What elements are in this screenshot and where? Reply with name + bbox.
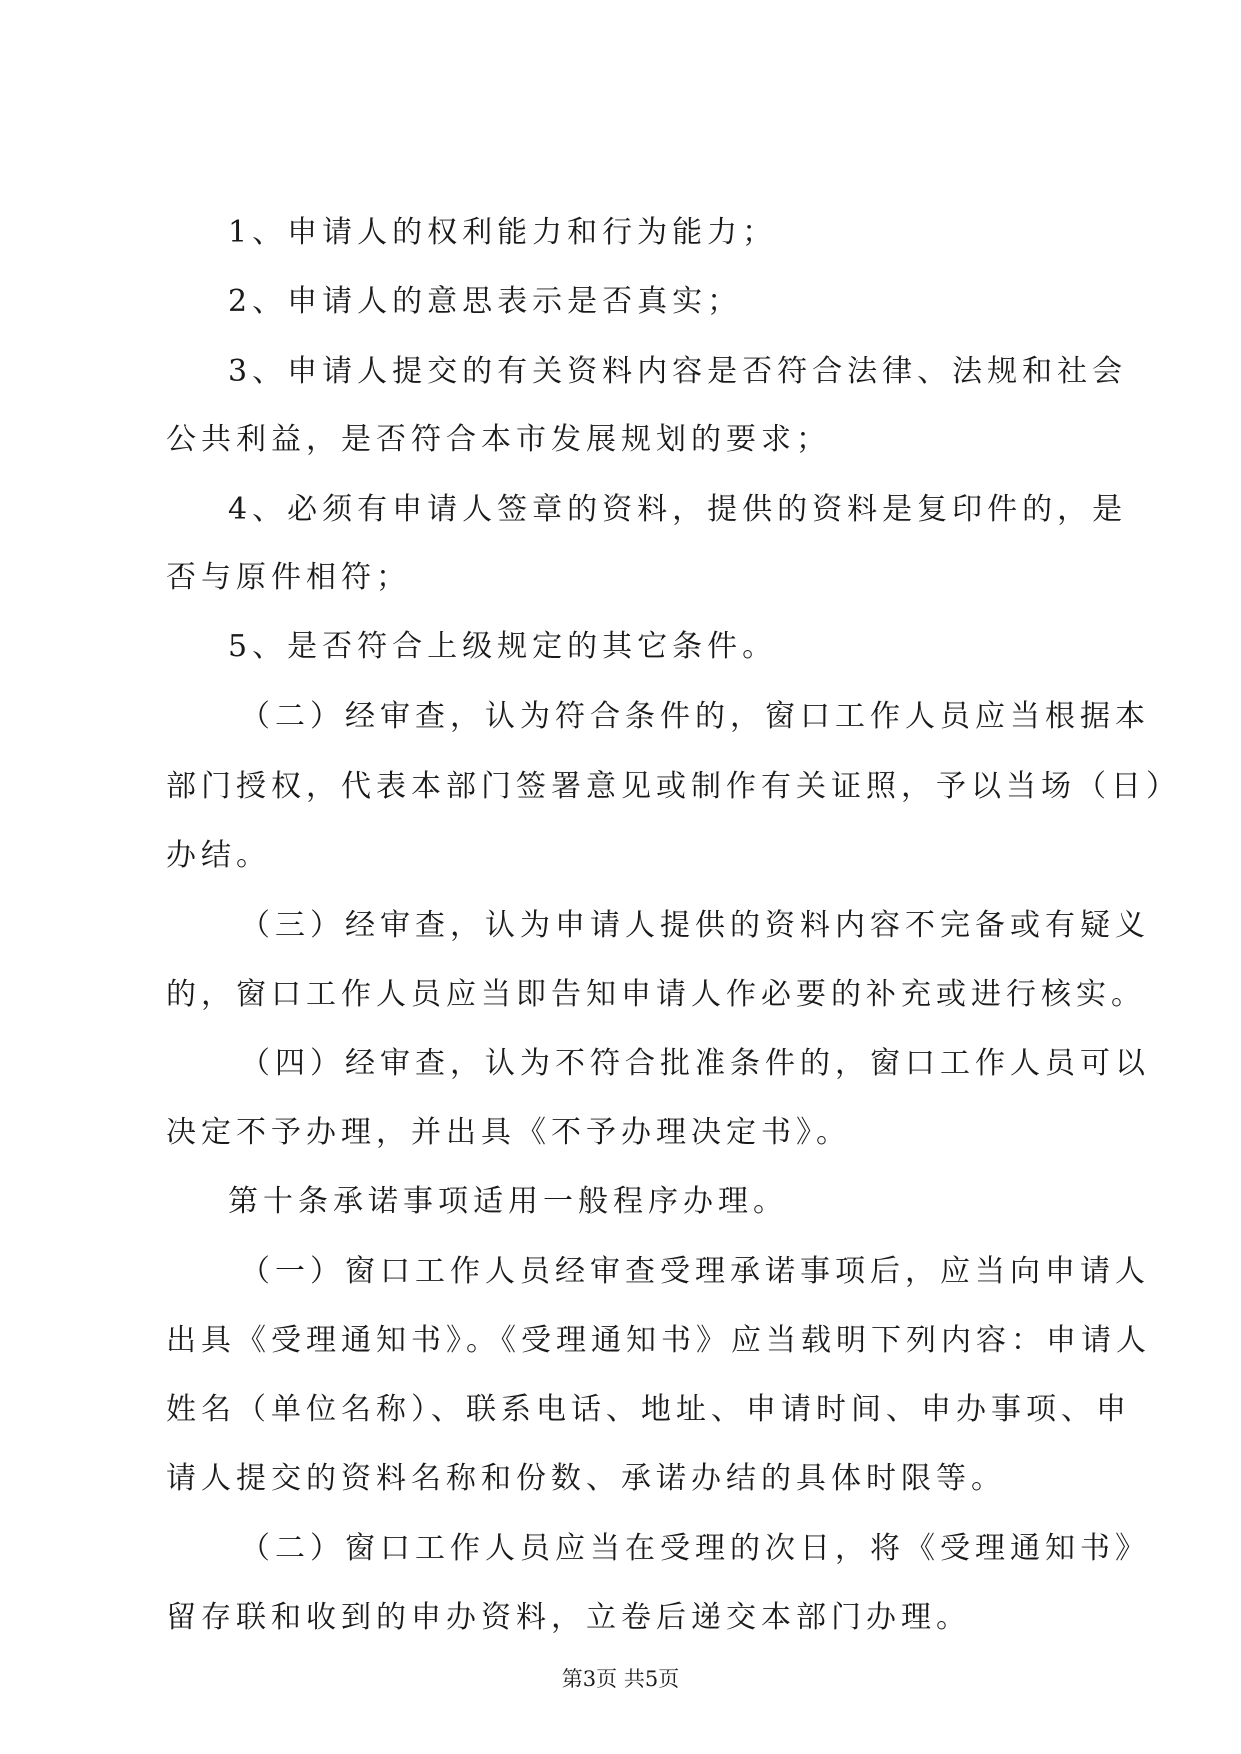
paragraph-line: 部门授权，代表本部门签署意见或制作有关证照，予以当场（日） [166, 769, 1181, 804]
paragraph-line: 5、是否符合上级规定的其它条件。 [228, 629, 778, 664]
paragraph-line: （四）经审查，认为不符合批准条件的，窗口工作人员可以 [240, 1046, 1150, 1081]
paragraph-line: 决定不予办理，并出具《不予办理决定书》。 [166, 1115, 851, 1150]
paragraph-line: 请人提交的资料名称和份数、承诺办结的具体时限等。 [166, 1461, 1006, 1496]
paragraph-line: 否与原件相符； [166, 560, 411, 595]
paragraph-line: 公共利益，是否符合本市发展规划的要求； [166, 422, 831, 457]
paragraph-line: 第十条承诺事项适用一般程序办理。 [228, 1184, 788, 1219]
paragraph-line: 办结。 [166, 838, 271, 873]
paragraph-line: 1、申请人的权利能力和行为能力； [228, 215, 778, 250]
paragraph-line: 出具《受理通知书》。《受理通知书》应当载明下列内容：申请人 [166, 1323, 1151, 1358]
paragraph-line: 2、申请人的意思表示是否真实； [228, 284, 743, 319]
paragraph-line: （一）窗口工作人员经审查受理承诺事项后，应当向申请人 [240, 1254, 1150, 1289]
paragraph-line: （二）窗口工作人员应当在受理的次日，将《受理通知书》 [240, 1531, 1150, 1566]
paragraph-line: （三）经审查，认为申请人提供的资料内容不完备或有疑义 [240, 908, 1150, 943]
paragraph-line: 的，窗口工作人员应当即告知申请人作必要的补充或进行核实。 [166, 977, 1146, 1012]
paragraph-line: 4、必须有申请人签章的资料，提供的资料是复印件的，是 [228, 492, 1128, 527]
page-number-footer: 第3页 共5页 [561, 1667, 680, 1691]
paragraph-line: 姓名（单位名称）、联系电话、地址、申请时间、申办事项、申 [166, 1392, 1131, 1427]
paragraph-line: （二）经审查，认为符合条件的，窗口工作人员应当根据本 [240, 699, 1150, 734]
paragraph-line: 留存联和收到的申办资料，立卷后递交本部门办理。 [166, 1600, 971, 1635]
paragraph-line: 3、申请人提交的有关资料内容是否符合法律、法规和社会 [228, 354, 1128, 389]
